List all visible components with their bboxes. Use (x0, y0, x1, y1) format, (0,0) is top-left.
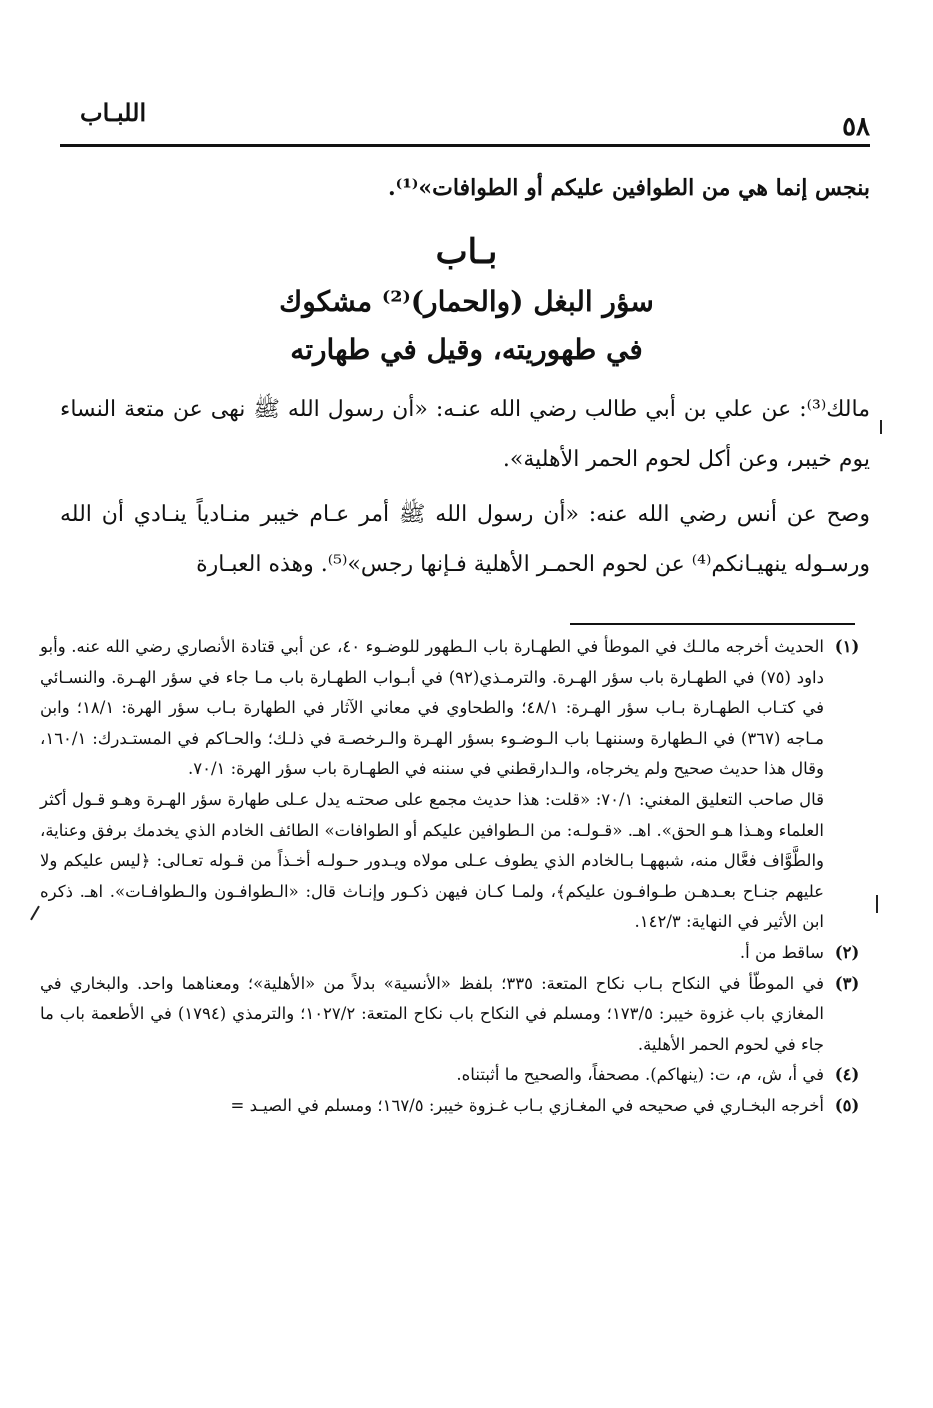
page-header (60, 92, 870, 152)
body-paragraph: مالك⁽³⁾: عن علي بن أبي طالب رضي الله عنـه: «أن رسول الله ﷺ نهى عن متعة النساء يوم خيبر، وعن أكل لحوم الحمر الأهلية». (60, 397, 870, 472)
footnote-text: ساقط من أ. (739, 942, 824, 962)
footnote-text: الحديث أخرجه مالـك في الموطأ في الطهـارة باب الـطهور للوضـوء ٤٠، عن أبي قتادة الأنصاري رضي الله عنه. وأبو داود (٧٥) في الطهـارة باب سؤر الهـرة. والترمـذي(٩٢) في أبـواب الطهـارة باب مـا جاء في سؤر الهـرة. والنسـائي في كتـاب الطهـارة بـاب سؤر الهـرة: ٤٨/١؛ والطحاوي في معاني الآثار في الطهارة بـاب سؤر الهرة: ١٨/١؛ وابن مـاجه (٣٦٧) في الـطهارة وسننهـا باب الـوضـوء بسؤر الهـرة والـرخصـة في ذلـك؛ والحـاكم في المستـدرك: ١٦٠/١، وقال هذا حديث صحيح ولم يخرجاه، والـدارقطني في سننه في الطهـارة باب سؤر الهرة: ٧٠/١. (40, 637, 825, 779)
footnote-number: (١) (834, 637, 860, 656)
chapter-title-line-1: سؤر البغل (والحمار)⁽²⁾ مشكوك (279, 285, 654, 318)
footnote (40, 1091, 870, 1122)
footnote-separator (570, 623, 855, 625)
footnote-text: في الموطّأ في النكاح بـاب نكاح المتعة: ٣٣٥؛ بلفظ «الأنسية» بدلاً من «الأهلية»؛ ومعناهما واحد. والبخاري في المغازي باب غزوة خيبر: ١٧٣/٥؛ ومسلم في النكاح باب نكاح المتعة: ١٠٢٧/٢؛ والترمذي (١٧٩٤) في الأطعمة باب ما جاء في لحوم الحمر الأهلية. (40, 973, 825, 1054)
footnote-text: قال صاحب التعليق المغني: ٧٠/١: «قلت: هذا حديث مجمع على صحتـه يدل عـلى طهارة سؤر الهـرة وهـو قـول أكثر العلماء وهـذا هـو الحق». اهـ. «قـولـه: من الـطوافين عليكم أو الطوافات» الطائف الخادم الذي يخدمك برفق وعناية، والطَّوَّاف فعَّال منه، شبههـا بـالخادم الذي يطوف عـلى مولاه ويـدور حـولـه أخـذاً من قـوله تعـالى: ﴿ليس عليكم ولا عليهم جنـاح بعـدهـن طـوافـون عليكم﴾، ولمـا كـان فيهن ذكـور وإنـاث قال: «الـطوافـون والـطوافـات». اهـ. ذكره ابن الأثير في النهاية: ١٤٢/٣. (40, 789, 824, 932)
footnote-text: في أ، ش، م، ت: (ينهاكم). مصحفاً، والصحيح ما أثبتناه. (456, 1065, 824, 1085)
continuation-text: بنجس إنما هي من الطوافين عليكم أو الطوافات»⁽¹⁾. (387, 175, 870, 201)
footnote-text: أخرجه البخـاري في صحيحه في المغـازي بـاب غـزوة خيبر: ١٦٧/٥؛ ومسلم في الصيـد = (230, 1095, 824, 1115)
chapter-title-line-2: في طهوريته، وقيل في طهارته (290, 333, 643, 366)
footnote-number: (٥) (834, 1095, 860, 1115)
scan-speck (30, 906, 40, 921)
header-rule (60, 144, 870, 147)
running-title: اللبـاب (80, 98, 147, 127)
footnote (40, 938, 870, 969)
bab-heading: بـاب (435, 232, 498, 272)
footnote (40, 632, 870, 785)
footnote-number: (٢) (834, 942, 860, 962)
footnote-number: (٣) (834, 973, 860, 993)
scan-speck (876, 895, 878, 913)
footnotes (40, 632, 870, 1122)
footnote (40, 969, 870, 1061)
body-paragraph: وصح عن أنس رضي الله عنه: «أن رسول الله ﷺ أمر عـام خيبر منـادياً ينـادي أن الله ورسـوله ينهيـانكم⁽⁴⁾ عن لحوم الحمـر الأهلية فـإنها رجس»⁽⁵⁾. وهذه العبـارة (60, 502, 870, 577)
footnote (40, 1060, 870, 1091)
page-number: ٥٨ (842, 112, 870, 142)
footnote-number: (٤) (834, 1065, 860, 1085)
scan-speck (880, 420, 882, 434)
